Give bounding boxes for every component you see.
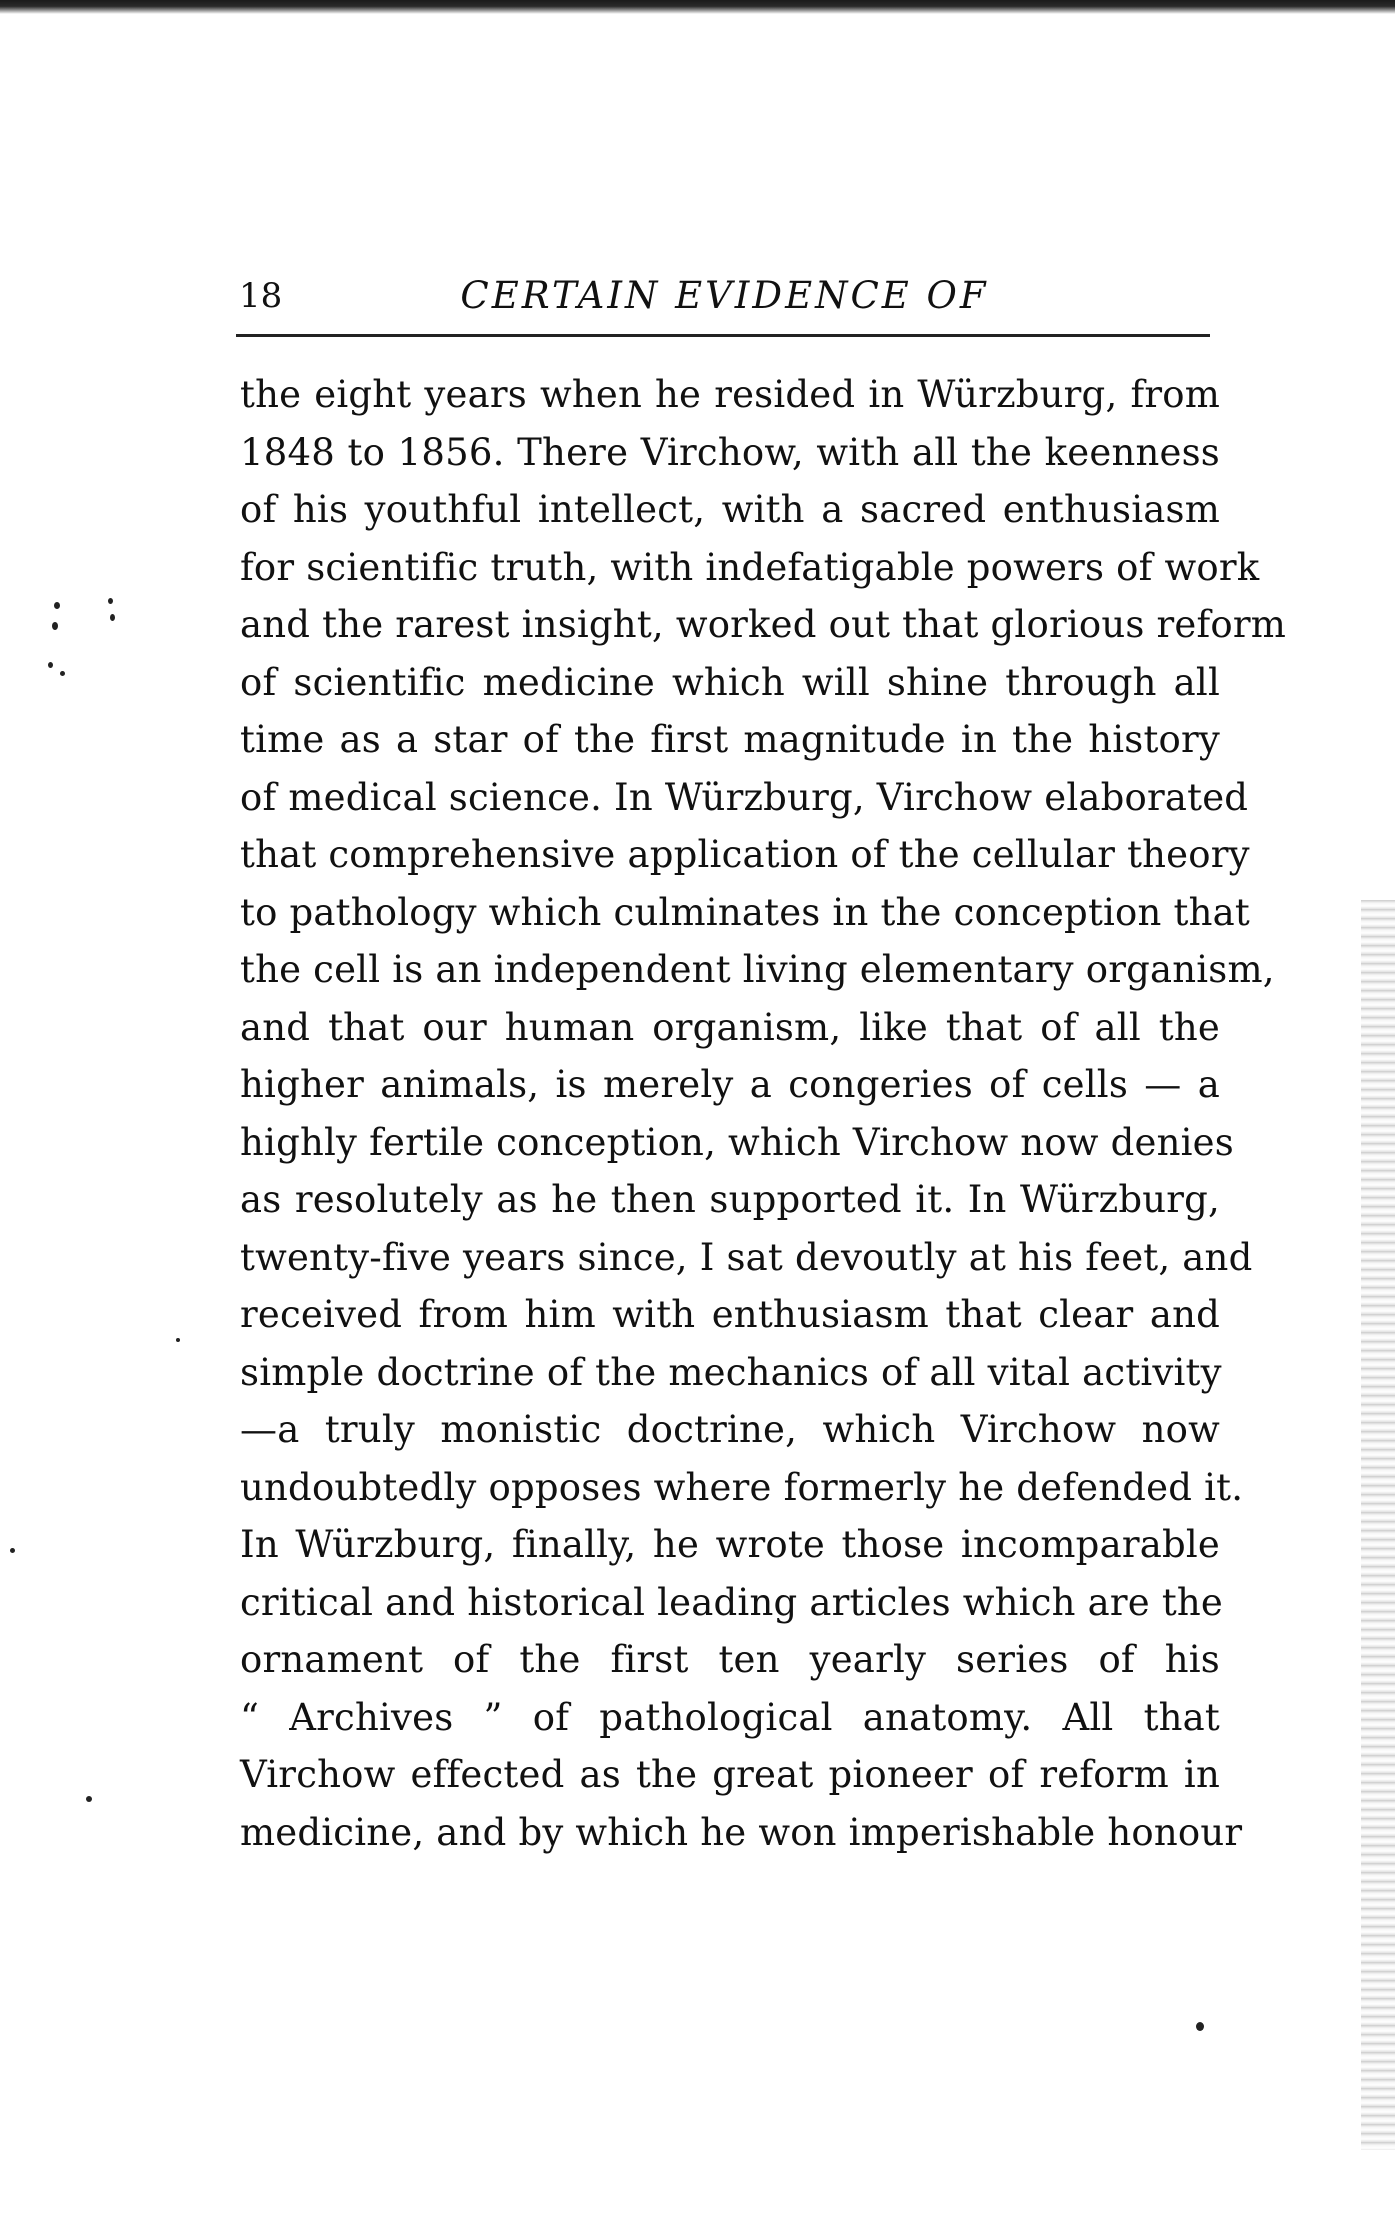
text-line: time as a star of the first magnitude in the history <box>240 718 1220 761</box>
text-line: twenty-five years since, I sat devoutly at his feet, and <box>240 1235 1253 1279</box>
text-line: of medical science. In Würzburg, Virchow elaborated <box>240 775 1249 819</box>
page-number: 18 <box>239 276 283 316</box>
text-line: “ Archives ” of pathological anatomy. All that <box>240 1695 1220 1739</box>
scan-speck <box>48 662 53 668</box>
text-line: of scientific medicine which will shine through all <box>240 660 1220 704</box>
text-line: that comprehensive application of the cellular theory <box>240 833 1250 876</box>
scan-top-edge <box>0 0 1395 14</box>
text-line: as resolutely as he then supported it. In Würzburg, <box>240 1178 1220 1221</box>
scan-speck <box>1196 2022 1204 2031</box>
text-line: critical and historical leading articles which are the <box>240 1580 1224 1624</box>
text-line: 1848 to 1856. There Virchow, with all the keenness <box>240 430 1220 474</box>
running-head <box>239 266 1210 326</box>
text-line: of his youthful intellect, with a sacred enthusiasm <box>240 488 1220 531</box>
text-line: undoubtedly opposes where formerly he defended it. <box>240 1465 1244 1509</box>
scan-speck <box>86 1796 92 1802</box>
text-line: and that our human organism, like that of all the <box>240 1005 1220 1049</box>
text-line: simple doctrine of the mechanics of all vital activity <box>240 1350 1222 1394</box>
scan-speck <box>10 1548 15 1553</box>
text-line: higher animals, is merely a congeries of cells — a <box>240 1063 1220 1106</box>
scan-speck <box>108 598 113 604</box>
scan-speck <box>60 671 65 676</box>
text-line: for scientific truth, with indefatigable powers of work <box>240 545 1260 589</box>
text-line: —a truly monistic doctrine, which Virchow now <box>240 1408 1220 1451</box>
text-line: Virchow effected as the great pioneer of reform in <box>240 1753 1220 1796</box>
scan-right-edge <box>1361 900 1395 2150</box>
text-line: to pathology which culminates in the conception that <box>240 890 1250 934</box>
scan-speck <box>52 622 58 630</box>
scan-speck <box>176 1338 180 1342</box>
header-rule <box>236 334 1210 337</box>
text-line: highly fertile conception, which Virchow now denies <box>240 1120 1234 1164</box>
text-line: ornament of the first ten yearly series of his <box>240 1638 1220 1681</box>
text-line: and the rarest insight, worked out that glorious reform <box>240 603 1287 646</box>
text-line: the eight years when he resided in Würzburg, from <box>240 373 1220 416</box>
text-line: medicine, and by which he won imperishable honour <box>240 1810 1243 1854</box>
body-text <box>240 366 1287 1861</box>
scan-speck <box>54 602 60 609</box>
scan-speck <box>110 614 115 621</box>
text-line: received from him with enthusiasm that clear and <box>240 1293 1220 1336</box>
running-title: CERTAIN EVIDENCE OF <box>460 274 989 317</box>
text-line: In Würzburg, finally, he wrote those incomparable <box>240 1523 1220 1566</box>
text-line: the cell is an independent living elementary organism, <box>240 948 1275 991</box>
